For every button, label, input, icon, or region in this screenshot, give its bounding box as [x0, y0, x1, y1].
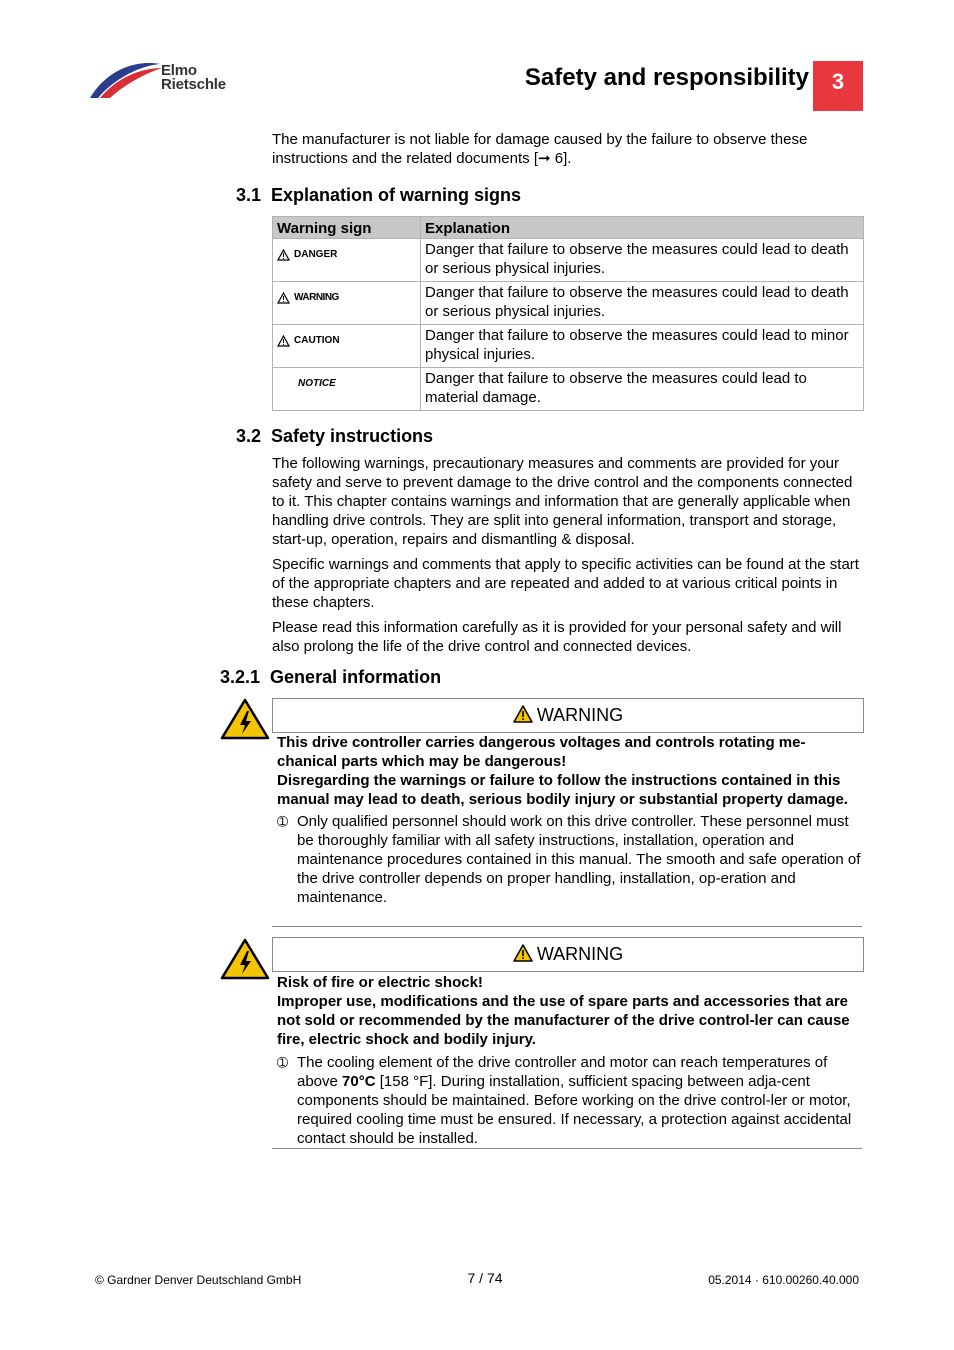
- text-part: The cooling element of the drive controller and motor can reach temperatures of above: [297, 1054, 828, 1090]
- sign-label: DANGER: [294, 249, 338, 260]
- warning-label: WARNING: [536, 705, 624, 725]
- warning-label: WARNING: [536, 944, 624, 964]
- table-row: [273, 239, 864, 282]
- paragraph: Please read this information carefully as it is provided for your personal safety and will also prolong the life of the drive control and connected devices.: [272, 619, 842, 655]
- warning-statement: Risk of fire or electric shock!: [277, 974, 483, 991]
- warning-body: [277, 973, 862, 1148]
- sign-cell: [273, 282, 421, 325]
- divider: [272, 926, 862, 927]
- text-part: [158 °F]. During installation, sufficient spacing between adja-cent components should be maintained. Before working on the drive control-ler or motor, required cooling time must be ensured. If necessary, a protection against accidental contact should be installed.: [297, 1073, 852, 1147]
- sign-cell: [273, 325, 421, 368]
- section-number: 3.2.1: [220, 667, 261, 687]
- logo-line-1: Elmo: [161, 62, 197, 79]
- warning-triangle-icon: [277, 335, 290, 347]
- notice-sign: NOTICE: [298, 378, 336, 389]
- cross-reference-arrow[interactable]: ➞: [538, 150, 551, 167]
- section-3-2-1-heading: [220, 667, 441, 688]
- chapter-title: Safety and responsibility: [524, 64, 809, 91]
- warning-header-box: [272, 937, 864, 972]
- table-header-row: [273, 217, 864, 239]
- explanation-cell: Danger that failure to observe the measures could lead to death or serious physical injuries.: [421, 239, 864, 282]
- sign-cell: [273, 239, 421, 282]
- footer-page-number: 7 / 74: [467, 1270, 503, 1286]
- section-3-2-heading: [236, 426, 433, 447]
- warning-consequence: Improper use, modifications and the use of spare parts and accessories that are not sold or recommended by the manufacturer of the drive control-ler can cause fire, electric shock and bodily injury.: [277, 993, 850, 1048]
- warning-statement: This drive controller carries dangerous voltages and controls rotating me-chanical parts which may be dangerous!: [277, 734, 806, 770]
- table-row: [273, 368, 864, 411]
- chapter-number-badge: 3: [813, 61, 863, 111]
- section-title: General information: [270, 667, 442, 687]
- sign-label: CAUTION: [294, 335, 340, 346]
- sign-label: WARNING: [294, 292, 339, 303]
- info-bullet-icon: ➀: [277, 1055, 288, 1070]
- list-item: [277, 812, 862, 907]
- section-title: Safety instructions: [271, 426, 434, 446]
- footer-doc-reference: 05.2014 · 610.00260.40.000: [708, 1273, 859, 1287]
- warning-signs-table: [272, 216, 864, 411]
- table-row: [273, 282, 864, 325]
- paragraph: The following warnings, precautionary measures and comments are provided for your safety and serve to prevent damage to the drive control and the components connected to it. This chapter contains warnings and information that are generally applicable when handling drive controls. They are split into general information, transport and storage, start-up, operation, repairs and dismantling & disposal.: [272, 455, 853, 548]
- warning-consequence: Disregarding the warnings or failure to follow the instructions contained in this manual may lead to death, serious bodily injury or substantial property damage.: [277, 772, 848, 808]
- table-row: [273, 325, 864, 368]
- logo-text: [161, 64, 226, 92]
- section-3-1-heading: [236, 185, 521, 206]
- warning-body: [277, 733, 862, 907]
- explanation-cell: Danger that failure to observe the measures could lead to minor physical injuries.: [421, 325, 864, 368]
- intro-text: The manufacturer is not liable for damage caused by the failure to observe these instructions and the related documents [: [272, 131, 808, 167]
- temperature-value: 70°C: [342, 1073, 376, 1090]
- section-number: 3.1: [236, 185, 262, 205]
- intro-paragraph: [272, 130, 872, 168]
- section-title: Explanation of warning signs: [271, 185, 522, 205]
- section-number: 3.2: [236, 426, 262, 446]
- list-item: [277, 1053, 862, 1148]
- high-voltage-warning-icon: [220, 938, 270, 980]
- warning-triangle-icon: [277, 292, 290, 304]
- column-header-explanation: Explanation: [421, 217, 864, 239]
- list-item-text: Only qualified personnel should work on this drive controller. These personnel must be thoroughly familiar with all safety instructions, installation, operation and maintenance procedures contained in this manual. The smooth and safe operation of the drive controller depends on proper handling, installation, op-eration and maintenance.: [297, 813, 861, 906]
- sign-cell: [273, 368, 421, 411]
- info-bullet-icon: ➀: [277, 814, 288, 829]
- explanation-cell: Danger that failure to observe the measures could lead to material damage.: [421, 368, 864, 411]
- warning-sign: [277, 283, 339, 307]
- logo-line-2: Rietschle: [161, 76, 226, 93]
- column-header-warning-sign: Warning sign: [273, 217, 421, 239]
- warning-triangle-icon: [277, 249, 290, 261]
- danger-sign: [277, 240, 337, 264]
- safety-instructions-body: [272, 454, 864, 656]
- explanation-cell: Danger that failure to observe the measures could lead to death or serious physical injuries.: [421, 282, 864, 325]
- footer-copyright: © Gardner Denver Deutschland GmbH: [95, 1273, 302, 1287]
- paragraph: Specific warnings and comments that apply to specific activities can be found at the start of the appropriate chapters and are repeated and added to at various critical points in these chapters.: [272, 556, 859, 611]
- warning-triangle-icon: [513, 944, 533, 962]
- cross-reference-page[interactable]: 6].: [550, 150, 572, 167]
- list-item-text: [297, 1053, 862, 1148]
- warning-header-box: [272, 698, 864, 733]
- divider: [272, 1148, 862, 1149]
- warning-triangle-icon: [513, 705, 533, 723]
- high-voltage-warning-icon: [220, 698, 270, 740]
- caution-sign: [277, 326, 340, 350]
